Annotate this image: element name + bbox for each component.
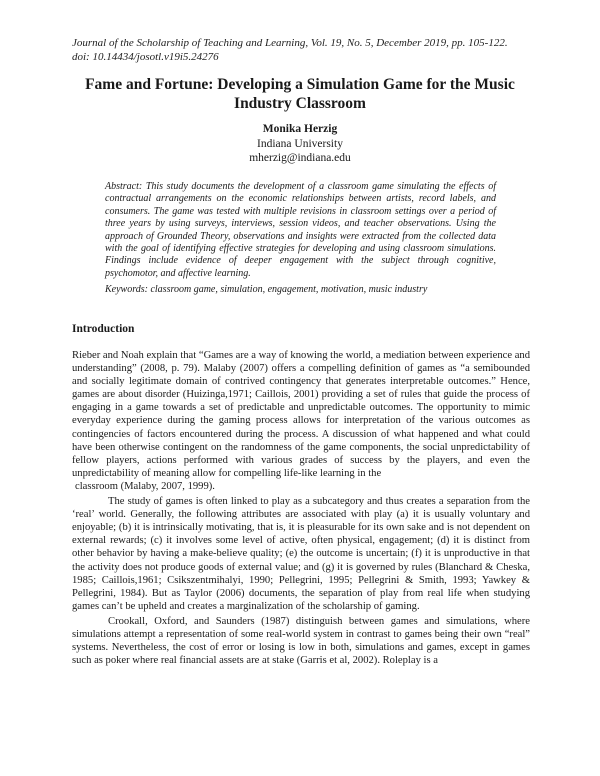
section-heading-introduction: Introduction <box>72 323 135 335</box>
introduction-body <box>72 349 530 667</box>
author-block <box>70 122 530 166</box>
author-affiliation: Indiana University <box>257 137 343 150</box>
doi-line: doi: 10.14434/josotl.v19i5.24276 <box>72 51 219 63</box>
author-email: mherzig@indiana.edu <box>249 152 351 164</box>
journal-header <box>72 36 542 64</box>
paragraph-2: The study of games is often linked to play as a subcategory and thus creates a separation from the ‘real’ world. Generally, the following attributes are associated with play (a) it is usually voluntary and enjoyable; (b) it is intrinsically motivating, that is, it is pleasurable for its own sake and is not dependent on external rewards; (c) it involves some level of active, often physical, engagement; (d) it is distinct from other behavior by having a make-believe quality; (e) the outcome is uncertain; (f) it is unproductive in that the activity does not produce goods of external value; and (g) it is governed by rules (Blanchard & Cheska, 1985; Caillois,1961; Csikszentmihalyi, 1990; Pellegrini, 1995; Pellegrini & Smith, 1993; Yawkey & Pellegrini, 1984). But as Taylor (2006) documents, the separation of play from real life when studying games can’t be upheld and creates a marginalization of the scholarship of gaming. <box>72 496 530 612</box>
abstract: Abstract: This study documents the development of a classroom game simulating the effects of contractual arrangements on the economic relationships between artists, record labels, and consumers. The game was tested with multiple revisions in classroom settings over a period of three years by using surveys, interviews, session videos, and teacher observations. Using the approach of Grounded Theory, observations and insights were extracted from the collected data with the goal of identifying effective strategies for developing and using classroom simulations. Findings include evidence of deeper engagement with the subject through cognitive, psychomotor, and affective learning. <box>105 181 496 279</box>
keywords: Keywords: classroom game, simulation, engagement, motivation, music industry <box>105 284 428 295</box>
author-name: Monika Herzig <box>262 123 338 135</box>
journal-citation: Journal of the Scholarship of Teaching and Learning, Vol. 19, No. 5, December 2019, pp. 105-122. <box>72 37 508 49</box>
paragraph-1-tail: classroom (Malaby, 2007, 1999). <box>75 480 215 492</box>
paper-title: Fame and Fortune: Developing a Simulation Game for the Music Industry Classroom <box>85 76 515 112</box>
paragraph-1: Rieber and Noah explain that “Games are a way of knowing the world, a mediation between experience and understanding” (2008, p. 79). Malaby (2007) offers a compelling definition of games as “a semibounded and socially legitimate domain of contrived contingency that generates interpretable outcomes.” Hence, games are about disorder (Huizinga,1971; Caillois, 2001) providing a set of rules that guide the process of engaging in a game towards a set of predictable and unpredictable outcomes. The opportunity to mimic everyday experience during the gaming process allows for interpretation of the various outcomes as contingencies of factors encountered during the process. A discussion of what happened and what could have been otherwise contingent on the randomness of the game components, the social unpredictability of fellow players, actions performed with various grades of success by the players, and even the unpredictability of meaning allow for compelling life-like learning in the <box>72 350 530 479</box>
paragraph-3: Crookall, Oxford, and Saunders (1987) distinguish between games and simulations, where simulations attempt a representation of some real-world system in contrast to games being their own “real” systems. Nevertheless, the cost of error or losing is low in both, simulations and games, except in games such as poker where real financial assets are at stake (Garris et al, 2002). Roleplay is a <box>72 615 530 667</box>
